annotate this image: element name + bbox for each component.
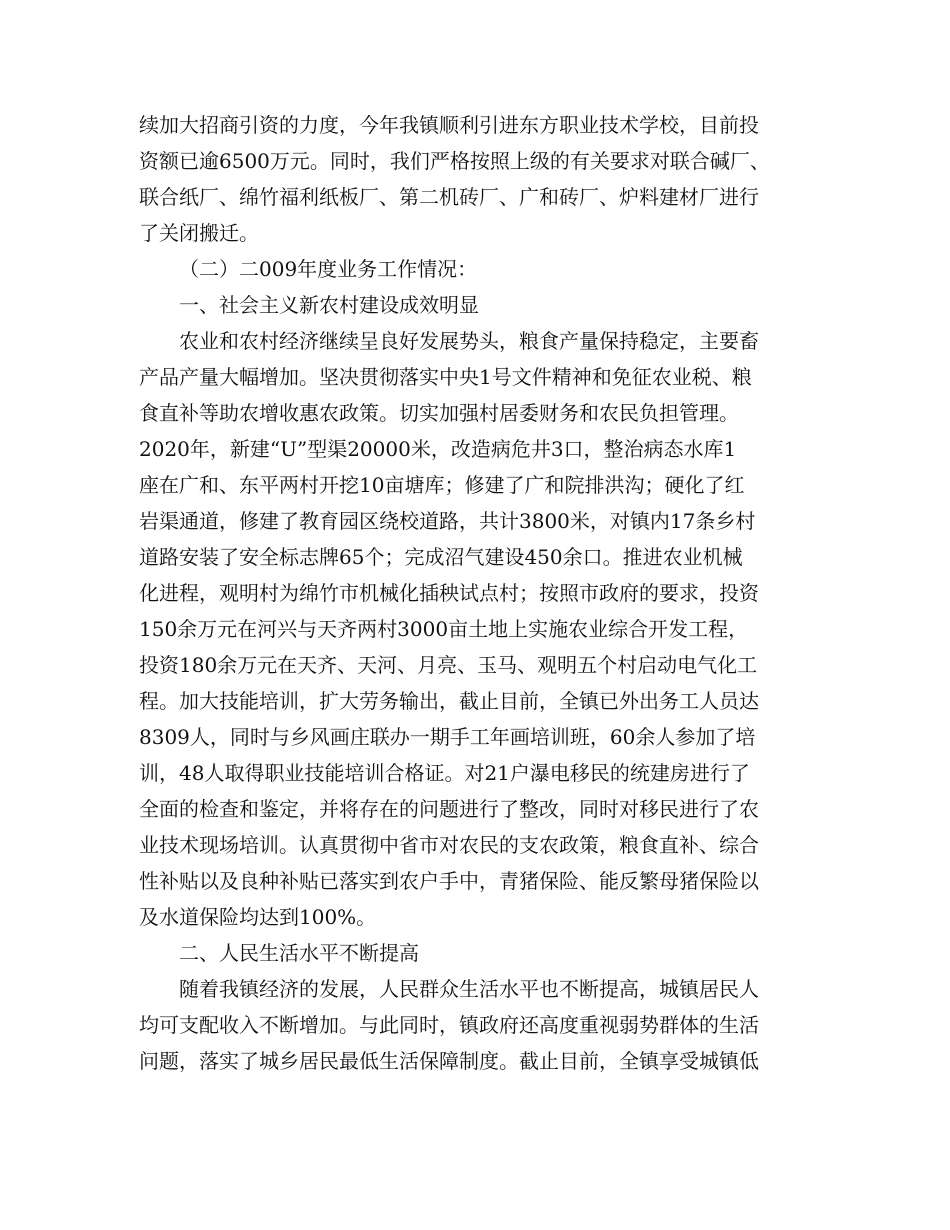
text-line: 8309人，同时与乡风画庄联办一期手工年画培训班，60余人参加了培 — [139, 725, 756, 749]
text-line: 联合纸厂、绵竹福利纸板厂、第二机砖厂、广和砖厂、炉料建材厂进行 — [139, 185, 759, 209]
text-line: 150余万元在河兴与天齐两村3000亩土地上实施农业综合开发工程， — [139, 617, 749, 641]
text-line: 业技术现场培训。认真贯彻中省市对农民的支农政策，粮食直补、综合 — [139, 833, 759, 857]
text-line: 随着我镇经济的发展，人民群众生活水平也不断提高，城镇居民人 — [179, 977, 759, 1001]
section-heading: 一、社会主义新农村建设成效明显 — [179, 293, 479, 317]
text-line: 农业和农村经济继续呈良好发展势头，粮食产量保持稳定，主要畜 — [179, 329, 759, 353]
text-line: 程。加大技能培训，扩大劳务输出，截止目前，全镇已外出务工人员达 — [139, 689, 759, 713]
text-line: 道路安装了安全标志牌65个；完成沼气建设450余口。推进农业机械 — [139, 545, 743, 569]
text-line: 问题，落实了城乡居民最低生活保障制度。截止目前，全镇享受城镇低 — [139, 1049, 759, 1073]
section-heading: 二、人民生活水平不断提高 — [179, 941, 419, 965]
text-line: 训，48人取得职业技能培训合格证。对21户瀑电移民的统建房进行了 — [139, 761, 750, 785]
text-line: 全面的检查和鉴定，并将存在的问题进行了整改，同时对移民进行了农 — [139, 797, 759, 821]
text-line: 投资180余万元在天齐、天河、月亮、玉马、观明五个村启动电气化工 — [139, 653, 758, 677]
text-line: 及水道保险均达到100%。 — [139, 905, 377, 929]
text-line: 资额已逾6500万元。同时，我们严格按照上级的有关要求对联合碱厂、 — [139, 149, 770, 173]
text-line: 化进程，观明村为绵竹市机械化插秧试点村；按照市政府的要求，投资 — [139, 581, 759, 605]
text-line: 均可支配收入不断增加。与此同时，镇政府还高度重视弱势群体的生活 — [139, 1013, 759, 1037]
text-line: 座在广和、东平两村开挖10亩塘库；修建了广和院排洪沟；硬化了红 — [139, 473, 745, 497]
section-heading: （二）二009年度业务工作情况： — [179, 257, 478, 281]
text-line: 了关闭搬迁。 — [139, 221, 259, 245]
text-line: 续加大招商引资的力度，今年我镇顺利引进东方职业技术学校，目前投 — [139, 113, 759, 137]
text-line: 2020年，新建“U”型渠20000米，改造病危井3口，整治病态水库1 — [139, 437, 737, 461]
text-line: 性补贴以及良种补贴已落实到农户手中，青猪保险、能反繁母猪保险以 — [139, 869, 759, 893]
text-line: 产品产量大幅增加。坚决贯彻落实中央1号文件精神和免征农业税、粮 — [139, 365, 752, 389]
text-line: 食直补等助农增收惠农政策。切实加强村居委财务和农民负担管理。 — [139, 401, 739, 425]
text-line: 岩渠通道，修建了教育园区绕校道路，共计3800米，对镇内17条乡村 — [139, 509, 756, 533]
